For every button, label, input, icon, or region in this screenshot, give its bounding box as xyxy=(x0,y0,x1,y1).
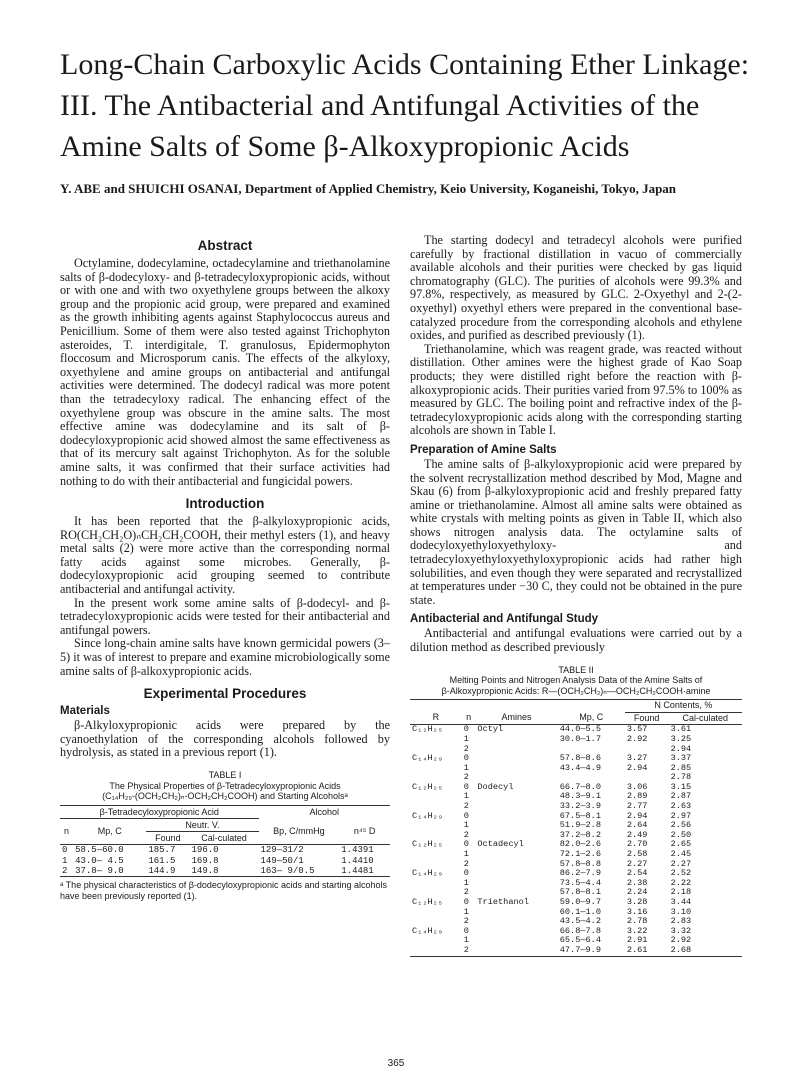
table2-cell: 1 xyxy=(463,906,469,917)
table2-cell xyxy=(475,735,557,745)
table1-footnote: ᵃ The physical characteristics of β-dodecyloxypropionic acids and starting alcohols have been previously reported (1). xyxy=(60,880,388,901)
table1-cell: 2 xyxy=(62,865,68,876)
table2-cell: C₁₂H₂₅ xyxy=(412,781,443,792)
intro-paragraph-2: In the present work some amine salts of β-dodecyl- and β-tetradecyloxypropionic acids were tested for their antibacterial and antifungal powers. xyxy=(60,595,390,637)
table2-label: TABLE II xyxy=(558,664,594,675)
table2-cell: 1 xyxy=(463,849,469,860)
table2-cell: C₁₂H₂₅ xyxy=(412,724,443,735)
table2-cell: 2.91 xyxy=(626,935,648,946)
table2-cell: 1 xyxy=(463,820,469,831)
table2-cell: 2.94 xyxy=(626,810,648,821)
table2-cell: 3.16 xyxy=(626,906,648,917)
table1 xyxy=(60,805,390,878)
left-column xyxy=(60,234,390,901)
table2-cell: 2 xyxy=(463,772,469,783)
table2-cell xyxy=(475,936,557,946)
table2-cell: 1 xyxy=(463,935,469,946)
table2-cell: 1 xyxy=(463,733,469,744)
table1-caption-line1: The Physical Properties of β-Tetradecyloxypropionic Acids xyxy=(109,780,341,791)
table1-label: TABLE I xyxy=(208,770,242,780)
table1-cell: 129—31/2 xyxy=(260,845,304,856)
table2-cell: 43.5—4.2 xyxy=(559,916,601,927)
table2-cell xyxy=(475,879,557,889)
table2-cell: 60.1—1.0 xyxy=(559,906,601,917)
table2-cell: 48.3—9.1 xyxy=(559,791,601,802)
table2-cell: 2.50 xyxy=(670,829,692,840)
table2-cell: 2.85 xyxy=(670,762,692,773)
intro-paragraph-1: It has been reported that the β-alkyloxypropionic acids, RO(CH₂CH₂O)ₙCH₂CH₂COOH, their methyl esters (1), and heavy metal salts (2) were more active than the corresponding normal fatty acids against some microbes. Generally, β-dodecyloxypropionic acid grouping seemed to contribute antibacterial and antifungal activity. xyxy=(60,514,390,597)
table2-cell: 3.32 xyxy=(670,925,692,936)
table2-cell: 1 xyxy=(463,762,469,773)
right-paragraph-4: Antibacterial and antifungal evaluations were carried out by a dilution method as described previously xyxy=(410,626,742,655)
table2-cell: 51.9—2.8 xyxy=(559,820,601,831)
table2-row xyxy=(410,764,742,774)
table2-cell: 2.63 xyxy=(670,801,692,812)
table2-cell: 2.77 xyxy=(626,801,648,812)
table2-cell: 3.28 xyxy=(626,897,648,907)
preparation-heading: Preparation of Amine Salts xyxy=(410,443,557,456)
table2-cell: 2.56 xyxy=(670,820,692,831)
table1-body xyxy=(60,845,390,877)
table1-header-calc: Cal-culated xyxy=(201,833,247,844)
table2-cell: 2.83 xyxy=(670,916,692,927)
table1-cell: 144.9 xyxy=(148,865,176,876)
table2-cell xyxy=(410,735,462,745)
table2-cell: 2.94 xyxy=(670,743,692,754)
introduction-heading: Introduction xyxy=(185,496,265,512)
table2-cell: 3.27 xyxy=(626,753,648,764)
table2-cell: 0 xyxy=(463,868,469,879)
table2-cell xyxy=(410,946,462,956)
table2-cell: 0 xyxy=(463,925,469,936)
table2-cell: 2.24 xyxy=(626,887,648,898)
table1-caption-line2: (C₁₄H₂₉-(OCH₂CH₂)ₙ-OCH₂CH₂COOH) and Starting Alcoholsᵃ xyxy=(102,791,348,801)
table2-cell: 2 xyxy=(463,887,469,898)
table2-cell: 2.92 xyxy=(670,935,692,946)
table2-cell xyxy=(475,860,557,870)
table2-cell xyxy=(410,821,462,831)
table2-row xyxy=(410,735,742,745)
table2-cell: 2 xyxy=(463,801,469,812)
table2-cell: 0 xyxy=(463,897,469,907)
table2-header-ncontents: N Contents, % xyxy=(625,700,742,713)
table2-cell: 3.22 xyxy=(626,925,648,936)
table2-cell: 57.8—8.8 xyxy=(559,858,601,869)
table2-cell: 2.78 xyxy=(626,916,648,927)
table1-cell: 1 xyxy=(62,855,68,866)
table2-cell: 2 xyxy=(463,944,469,955)
table2-cell: 0 xyxy=(463,810,469,821)
table2-cell: 2.52 xyxy=(670,868,692,879)
table2 xyxy=(410,699,742,956)
table2-cell: 2.97 xyxy=(670,810,692,821)
table2-cell: 2.54 xyxy=(626,868,648,879)
table2-cell: 1 xyxy=(463,877,469,888)
table2-cell: 2.94 xyxy=(626,762,648,773)
table2-cell: 3.57 xyxy=(626,724,648,735)
table2-cell: 72.1—2.6 xyxy=(559,849,601,860)
table2-cell xyxy=(475,764,557,774)
table2-cell: 3.61 xyxy=(670,724,692,735)
table1-cell: 58.5—60.0 xyxy=(75,845,124,856)
table2-cell: 3.15 xyxy=(670,781,692,792)
table2-header-calc: Cal-culated xyxy=(682,712,729,723)
abstract-text: Octylamine, dodecylamine, octadecylamine and triethanolamine salts of β-dodecyloxy- and β-tetradecyloxypropionic acids, without or with one and with two oxyethylene groups between the alkoxy group and the propionic acid group, were prepared and examined as the growth inhibiting agents against Staphylococcus aureus and Penicillium. Some of them were also tested against Trichophyton asteroides, T. interdigitale, T. granulosus, Epidermophyton floccosum and Microsporum canis. The effects of the alkyloxy, oxyethylene and amine groups on antibacterial and antifungal activities were determined. The dodecyl radical was more potent than the tetradecyloxy radical. The enhancing effect of the oxyethylene group was obscure in the amine salts. The most effective amine was dodecylamine and its salt of β-dodecyloxypropionic acid showed almost the same effectiveness as that of its mercury salt against Trichophyton. As for the soluble amine salts, it was confirmed that their surface activities had nothing to do with their antibacterial and fungicidal powers. xyxy=(60,256,390,488)
table1-cell: 196.0 xyxy=(191,845,219,856)
table2-cell: 66.7—8.0 xyxy=(559,781,601,792)
table2-cell: Octyl xyxy=(477,724,504,735)
table2-cell: 0 xyxy=(463,753,469,764)
table2-header-amines: Amines xyxy=(501,712,532,723)
table2-cell xyxy=(410,936,462,946)
table1-header-n: n xyxy=(64,826,70,837)
table1-group-alcohol: Alcohol xyxy=(309,806,340,817)
table2-caption-line1: Melting Points and Nitrogen Analysis Data of the Amine Salts of xyxy=(449,675,703,686)
table2-cell xyxy=(410,764,462,774)
table2-cell: 2.58 xyxy=(626,849,648,860)
table2-cell xyxy=(475,850,557,860)
table2-cell: 2.38 xyxy=(626,877,648,888)
table2-row xyxy=(410,946,742,956)
antibacterial-heading: Antibacterial and Antifungal Study xyxy=(410,613,599,626)
table2-cell xyxy=(475,917,557,927)
table1-cell: 185.7 xyxy=(148,845,176,856)
table2-cell: 2.49 xyxy=(626,829,648,840)
table2-cell: C₁₂H₂₅ xyxy=(412,839,443,850)
table1-header-mp: Mp, C xyxy=(97,826,122,837)
table2-cell: 2.22 xyxy=(670,877,692,888)
intro-paragraph-3: Since long-chain amine salts have known germicidal powers (3–5) it was of interest to prepare and examine microbiologically some amine salts of β-alkoxypropionic acids. xyxy=(60,636,390,678)
table2-cell: 1 xyxy=(463,791,469,802)
table2-cell: 2.27 xyxy=(670,858,692,869)
table1-header-nd: n⁴⁵ D xyxy=(353,826,376,837)
table2-cell: 2.27 xyxy=(626,858,648,869)
table2-cell: 30.0—1.7 xyxy=(559,733,601,744)
table2-cell: C₁₄H₂₉ xyxy=(412,753,443,764)
table2-cell: C₁₄H₂₉ xyxy=(412,810,443,821)
table2-cell xyxy=(475,908,557,918)
table2-cell: C₁₂H₂₅ xyxy=(412,897,443,907)
table2-cell: 2.61 xyxy=(626,944,648,955)
table1-header-neutr: Neutr. V. xyxy=(146,818,258,831)
table1-row xyxy=(60,845,390,856)
table2-cell: 2.45 xyxy=(670,849,692,860)
abstract-heading: Abstract xyxy=(197,238,253,253)
table2-cell: 2.18 xyxy=(670,887,692,898)
table2-cell: 73.5—4.4 xyxy=(559,877,601,888)
table2-cell: 65.5—6.4 xyxy=(559,935,601,946)
table2-cell: 2.68 xyxy=(670,944,692,955)
table1-cell: 43.0— 4.5 xyxy=(75,855,124,866)
table2-cell xyxy=(475,821,557,831)
table1-cell: 149.8 xyxy=(191,865,219,876)
table1-cell: 0 xyxy=(62,845,68,856)
table2-cell: 0 xyxy=(463,724,469,735)
table2-cell xyxy=(475,812,557,822)
table2-cell xyxy=(410,850,462,860)
table2-cell: 3.37 xyxy=(670,753,692,764)
right-column xyxy=(410,234,742,957)
table2-cell: 2.64 xyxy=(626,820,648,831)
table2-cell: 59.0—9.7 xyxy=(559,897,601,907)
table1-cell: 1.4410 xyxy=(341,855,374,866)
materials-heading: Materials xyxy=(60,705,110,718)
table2-cell: 57.8—8.1 xyxy=(559,887,601,898)
table2-cell: 86.2—7.9 xyxy=(559,868,601,879)
table2-cell xyxy=(475,745,557,755)
table2-cell: 43.4—4.9 xyxy=(559,762,601,773)
table1-cell: 149—50/1 xyxy=(260,855,304,866)
table2-cell: 82.0—2.6 xyxy=(559,839,601,850)
table2-cell: 2.92 xyxy=(626,733,648,744)
table2-cell: 3.06 xyxy=(626,781,648,792)
table2-cell: 2.87 xyxy=(670,791,692,802)
table2-cell: 2.70 xyxy=(626,839,648,850)
table2-cell: 67.5—8.1 xyxy=(559,810,601,821)
table2-cell: 2 xyxy=(463,916,469,927)
table2-cell xyxy=(475,802,557,812)
materials-paragraph: β-Alkyloxypropionic acids were prepared by the cyanoethylation of the corresponding alcohols followed by hydrolysis, as stated in a previous report (1). xyxy=(60,718,390,760)
right-paragraph-3: The amine salts of β-alkyloxypropionic acid were prepared by the solvent recrystallization method described by Mod, Magne and Skau (6) from β-alkyloxypropionic acid and freshly prepared fatty amine or triethanolamine. Almost all amine salts were obtained as white crystals with melting points as given in Table II, which also shows nitrogen analysis data. The octylamine salts of dodecyloxyethyloxyethyloxy- and tetradecyloxyethyloxyethyloxypropionic acids had rather high solubilities, and even though they were separated and recrystallized at temperatures under −30 C, they could not be obtained in the pure state. xyxy=(410,456,742,607)
table1-cell: 163— 9/0.5 xyxy=(260,865,315,876)
table2-cell: 37.2—8.2 xyxy=(559,829,601,840)
table2-cell: C₁₄H₂₉ xyxy=(412,868,443,879)
table1-row xyxy=(60,866,390,877)
table2-cell: 0 xyxy=(463,781,469,792)
authors-affiliation: Y. ABE and SHUICHI OSANAI, Department of Applied Chemistry, Keio University, Koganeishi, Tokyo, Japan xyxy=(60,181,677,196)
table2-header-mp: Mp, C xyxy=(579,712,604,723)
table2-cell: Dodecyl xyxy=(477,781,514,792)
table1-cell: 161.5 xyxy=(148,855,176,866)
table2-cell xyxy=(410,792,462,802)
table1-header-bp: Bp, C/mmHg xyxy=(273,826,325,837)
table1-header-found: Found xyxy=(155,833,181,844)
table1-cell: 37.8— 9.0 xyxy=(75,865,124,876)
table2-cell xyxy=(475,927,557,937)
table1-cell: 1.4481 xyxy=(341,865,374,876)
right-paragraph-2: Triethanolamine, which was reagent grade, was reacted without distillation. Other amines were the highest grade of Kao Soap products; they were distilled right before the reaction with β-alkoxypropionic acids. Their purities varied from 97.5% to 100% as measured by GLC. The boiling point and refractive index of the β-tetradecyloxypropionic acids along with the corresponding starting alcohols are shown in Table I. xyxy=(410,341,742,438)
table2-caption-line2: β-Alkoxypropionic Acids: R—(OCH₂CH₂)ₙ—OCH₂CH₂COOH·amine xyxy=(441,685,711,696)
right-paragraph-1: The starting dodecyl and tetradecyl alcohols were purified carefully by fractional distillation in vacuo of commercially available alcohols and their purities were checked by gas liquid chromatography (GLC). The purities of alcohols were 99.3% and 97.8%, respectively, as measured by GLC. 2-Oxyethyl and 2-(2-oxyethyl) oxyethyl ethers were prepared in the conventional base-catalyzed procedure from the corresponding alcohols and ethylene oxides, and purified as described previously (1). xyxy=(410,233,742,343)
page-number: 365 xyxy=(387,1058,405,1069)
table2-cell: 57.8—8.6 xyxy=(559,753,601,764)
table2-cell xyxy=(475,754,557,764)
experimental-heading: Experimental Procedures xyxy=(143,686,307,702)
table2-header-n: n xyxy=(466,712,472,723)
table2-cell: 2 xyxy=(463,829,469,840)
table1-group-acid: β-Tetradecyloxypropionic Acid xyxy=(60,805,259,818)
table2-cell: 0 xyxy=(463,839,469,850)
table1-row xyxy=(60,856,390,866)
table2-cell xyxy=(475,946,557,956)
table2-cell: 3.10 xyxy=(670,906,692,917)
table2-cell: 2.65 xyxy=(670,839,692,850)
table1-cell: 1.4391 xyxy=(341,845,374,856)
table2-cell xyxy=(410,908,462,918)
table2-cell: Octadecyl xyxy=(477,839,524,850)
table2-header-r: R xyxy=(432,712,440,723)
table2-cell: 2.78 xyxy=(670,772,692,783)
table2-cell: 2 xyxy=(463,858,469,869)
table2-cell: 2.89 xyxy=(626,791,648,802)
table2-cell: Triethanol xyxy=(477,897,529,907)
paper-title: Long-Chain Carboxylic Acids Containing Ether Linkage: III. The Antibacterial and Antifungal Activities of the Amine Salts of Some β-Alkoxypropionic Acids xyxy=(60,48,750,163)
table2-cell: 66.8—7.8 xyxy=(559,925,601,936)
table2-cell: 47.7—9.9 xyxy=(559,944,601,955)
table1-cell: 169.8 xyxy=(191,855,219,866)
table2-cell xyxy=(410,879,462,889)
table2-cell: 33.2—3.9 xyxy=(559,801,601,812)
table2-cell: C₁₄H₂₉ xyxy=(412,925,443,936)
table2-body xyxy=(410,725,742,956)
table2-cell: 3.44 xyxy=(670,897,692,907)
table2-cell xyxy=(475,869,557,879)
table2-cell xyxy=(475,792,557,802)
table2-header-found: Found xyxy=(633,712,660,723)
table2-cell: 2 xyxy=(463,743,469,754)
table2-cell: 44.0—5.5 xyxy=(559,724,601,735)
table2-cell: 3.25 xyxy=(670,733,692,744)
